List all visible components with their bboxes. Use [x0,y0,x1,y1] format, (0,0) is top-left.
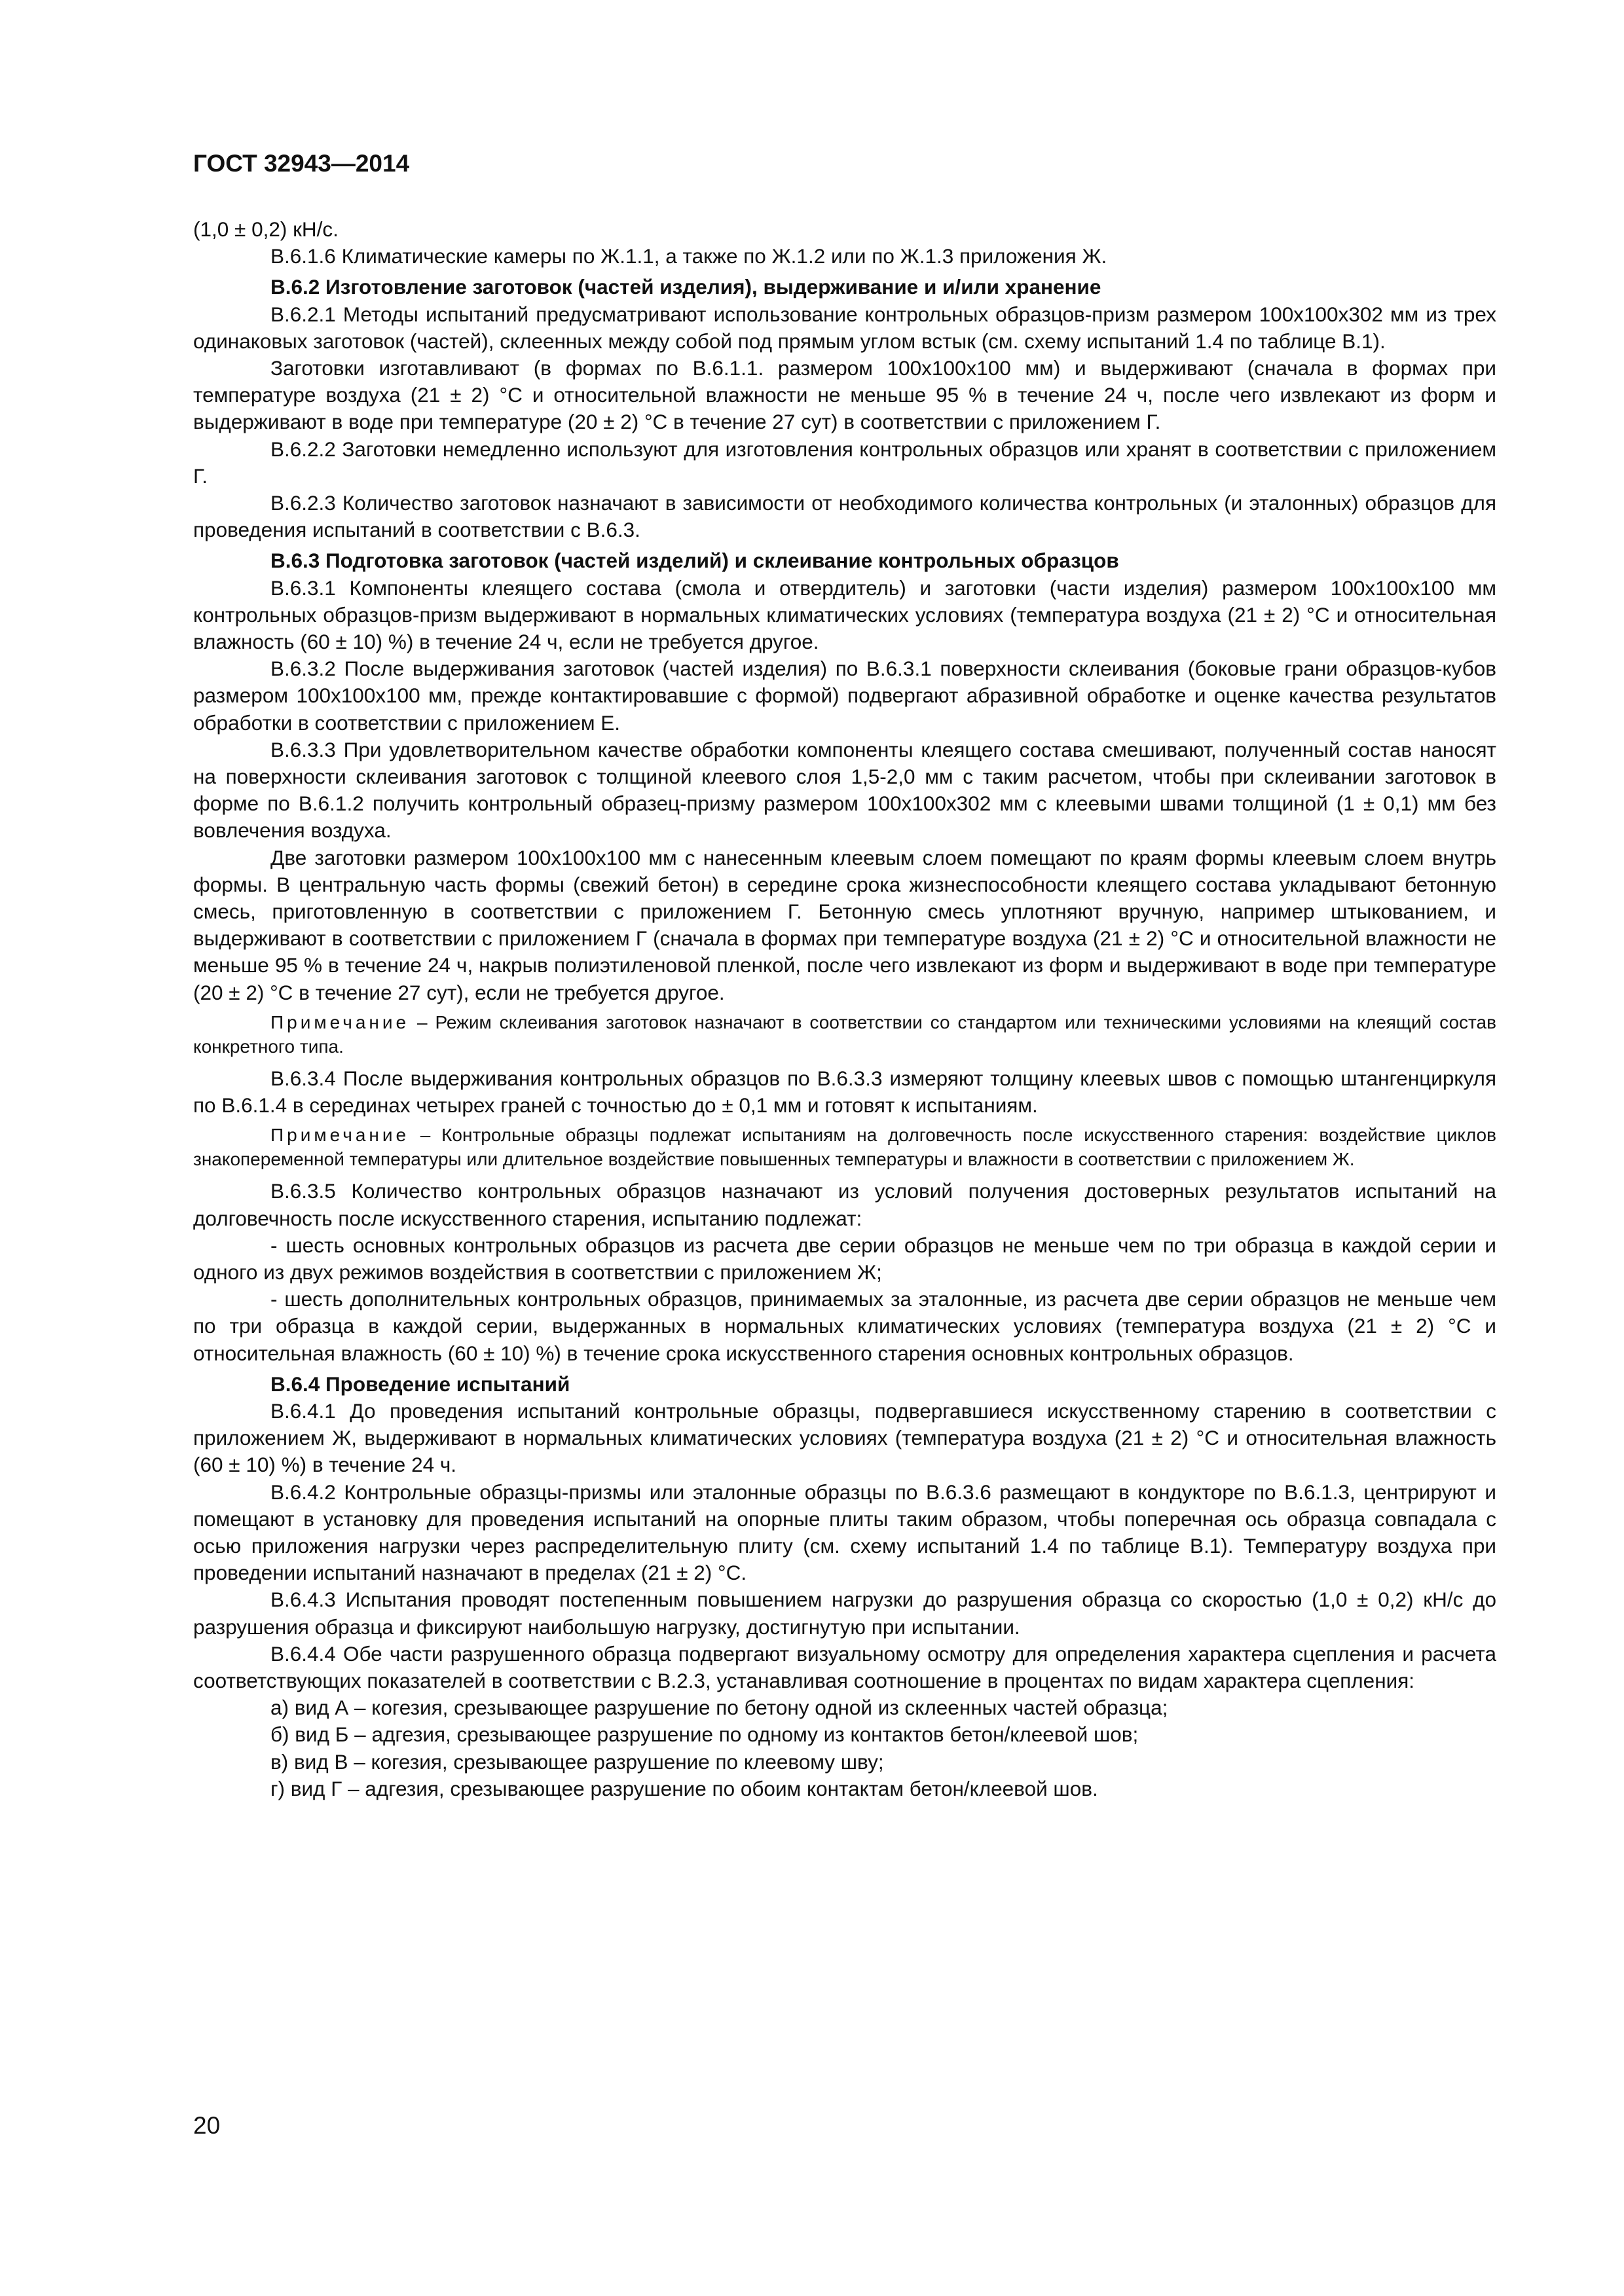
paragraph: (1,0 ± 0,2) кН/с. [193,217,339,241]
list-item: б) вид Б – адгезия, срезывающее разрушение по одному из контактов бетон/клеевой шов; [270,1722,1139,1747]
paragraph: В.6.4.1 До проведения испытаний контрольные образцы, подвергавшиеся искусственному старению в соответствии с приложением Ж, выдерживают в нормальных климатических условиях (температура воздуха (21 ± 2) °С и относительная влажность (60 ± 10) %) в течение 24 ч. [193,1398,1496,1477]
page-number: 20 [193,2112,221,2139]
note [193,1123,1496,1171]
paragraph: В.6.3.2 После выдерживания заготовок (частей изделия) по В.6.3.1 поверхности склеивания (боковые грани образцов-кубов размером 100x100x100 мм, прежде контактировавшие с формой) подвергают абразивной обработке и оценке качества результатов обработки в соответствии с приложением Е. [193,657,1496,735]
section-heading: В.6.3 Подготовка заготовок (частей изделий) и склеивание контрольных образцов [270,549,1119,573]
list-item: - шесть основных контрольных образцов из расчета две серии образцов не меньше чем по три образца в каждой серии и одного из двух режимов воздействия в соответствии с приложением Ж; [193,1233,1496,1284]
note-text: – Контрольные образцы подлежат испытаниям на долговечность после искусственного старения: воздействие циклов знакопеременной температуры или длительное воздействие повышенных температуры и влажности в соответствии с приложением Ж. [193,1125,1496,1170]
section-heading: В.6.4 Проведение испытаний [270,1372,570,1396]
paragraph: В.6.2.1 Методы испытаний предусматривают использование контрольных образцов-призм размером 100x100x302 мм из трех одинаковых заготовок (частей), склеенных между собой под прямым углом встык (см. схему испытаний 1.4 по таблице В.1). [193,302,1496,353]
note-text: – Режим склеивания заготовок назначают в соответствии со стандартом или техническими условиями на клеящий состав конкретного типа. [193,1011,1496,1057]
list-item: в) вид В – когезия, срезывающее разрушение по клеевому шву; [270,1749,884,1774]
paragraph: Две заготовки размером 100x100x100 мм с нанесенным клеевым слоем помещают по краям формы клеевым слоем внутрь формы. В центральную часть формы (свежий бетон) в середине срока жизнеспособности клеящего состава укладывают бетонную смесь, приготовленную в соответствии с приложением Г. Бетонную смесь уплотняют вручную, например штыкованием, и выдерживают в соответствии с приложением Г (сначала в формах при температуре воздуха (21 ± 2) °С и относительной влажности не меньше 95 % в течение 24 ч, накрыв полиэтиленовой пленкой, после чего извлекают из форм и выдерживают в воде при температуре (20 ± 2) °С в течение 27 сут), если не требуется другое. [193,845,1496,1004]
note-label: Примечание [270,1011,410,1032]
paragraph: Заготовки изготавливают (в формах по В.6.1.1. размером 100x100x100 мм) и выдерживают (сначала в формах при температуре воздуха (21 ± 2) °С и относительной влажности не меньше 95 % в течение 24 ч, после чего извлекают из форм и выдерживают в воде при температуре (20 ± 2) °С в течение 27 сут) в соответствии с приложением Г. [193,356,1496,434]
paragraph: В.6.3.4 После выдерживания контрольных образцов по В.6.3.3 измеряют толщину клеевых швов с помощью штангенциркуля по В.6.1.4 в серединах четырех граней с точностью до ± 0,1 мм и готовят к испытаниям. [193,1066,1496,1118]
paragraph: В.6.2.2 Заготовки немедленно используют для изготовления контрольных образцов или хранят в соответствии с приложением Г. [193,437,1496,488]
paragraph: В.6.1.6 Климатические камеры по Ж.1.1, а также по Ж.1.2 или по Ж.1.3 приложения Ж. [270,244,1107,268]
note [193,1010,1496,1059]
paragraph: В.6.3.3 При удовлетворительном качестве обработки компоненты клеящего состава смешивают, полученный состав наносят на поверхности склеивания заготовок с толщиной клеевого слоя 1,5-2,0 мм с таким расчетом, чтобы при склеивании заготовок в форме по В.6.1.2 получить контрольный образец-призму размером 100x100x302 мм с клеевыми швами толщиной (1 ± 0,1) мм без вовлечения воздуха. [193,737,1496,843]
document-page [193,216,1496,1802]
list-item: - шесть дополнительных контрольных образцов, принимаемых за эталонные, из расчета две серии образцов не меньше чем по три образца в каждой серии, выдержанных в нормальных климатических условиях (температура воздуха (21 ± 2) °С и относительная влажность (60 ± 10) %) в течение срока искусственного старения основных контрольных образцов. [193,1287,1496,1365]
paragraph: В.6.4.2 Контрольные образцы-призмы или эталонные образцы по В.6.3.6 размещают в кондукторе по В.6.1.3, центрируют и помещают в установку для проведения испытаний на опорные плиты таким образом, чтобы поперечная ось образца совпадала с осью приложения нагрузки через распределительную плиту (см. схему испытаний 1.4 по таблице В.1). Температуру воздуха при проведении испытаний назначают в пределах (21 ± 2) °С. [193,1480,1496,1585]
paragraph: В.6.4.4 Обе части разрушенного образца подвергают визуальному осмотру для определения характера сцепления и расчета соответствующих показателей в соответствии с В.2.3, устанавливая соотношение в процентах по видам характера сцепления: [193,1641,1496,1692]
document-header: ГОСТ 32943—2014 [193,150,410,177]
paragraph: В.6.3.5 Количество контрольных образцов назначают из условий получения достоверных результатов испытаний на долговечность после искусственного старения, испытанию подлежат: [193,1179,1496,1230]
paragraph: В.6.2.3 Количество заготовок назначают в зависимости от необходимого количества контрольных (и эталонных) образцов для проведения испытаний в соответствии с В.6.3. [193,491,1496,542]
document-body [193,216,1496,1802]
paragraph: В.6.4.3 Испытания проводят постепенным повышением нагрузки до разрушения образца со скоростью (1,0 ± 0,2) кН/с до разрушения образца и фиксируют наибольшую нагрузку, достигнутую при испытании. [193,1588,1496,1639]
section-heading: В.6.2 Изготовление заготовок (частей изделия), выдерживание и и/или хранение [270,275,1101,299]
note-label: Примечание [270,1125,410,1146]
list-item: а) вид А – когезия, срезывающее разрушение по бетону одной из склеенных частей образца; [270,1696,1168,1720]
paragraph: В.6.3.1 Компоненты клеящего состава (смола и отвердитель) и заготовки (части изделия) размером 100x100x100 мм контрольных образцов-призм выдерживают в нормальных климатических условиях (температура воздуха (21 ± 2) °С и относительная влажность (60 ± 10) %) в течение 24 ч, если не требуется другое. [193,575,1496,654]
list-item: г) вид Г – адгезия, срезывающее разрушение по обоим контактам бетон/клеевой шов. [270,1776,1098,1800]
